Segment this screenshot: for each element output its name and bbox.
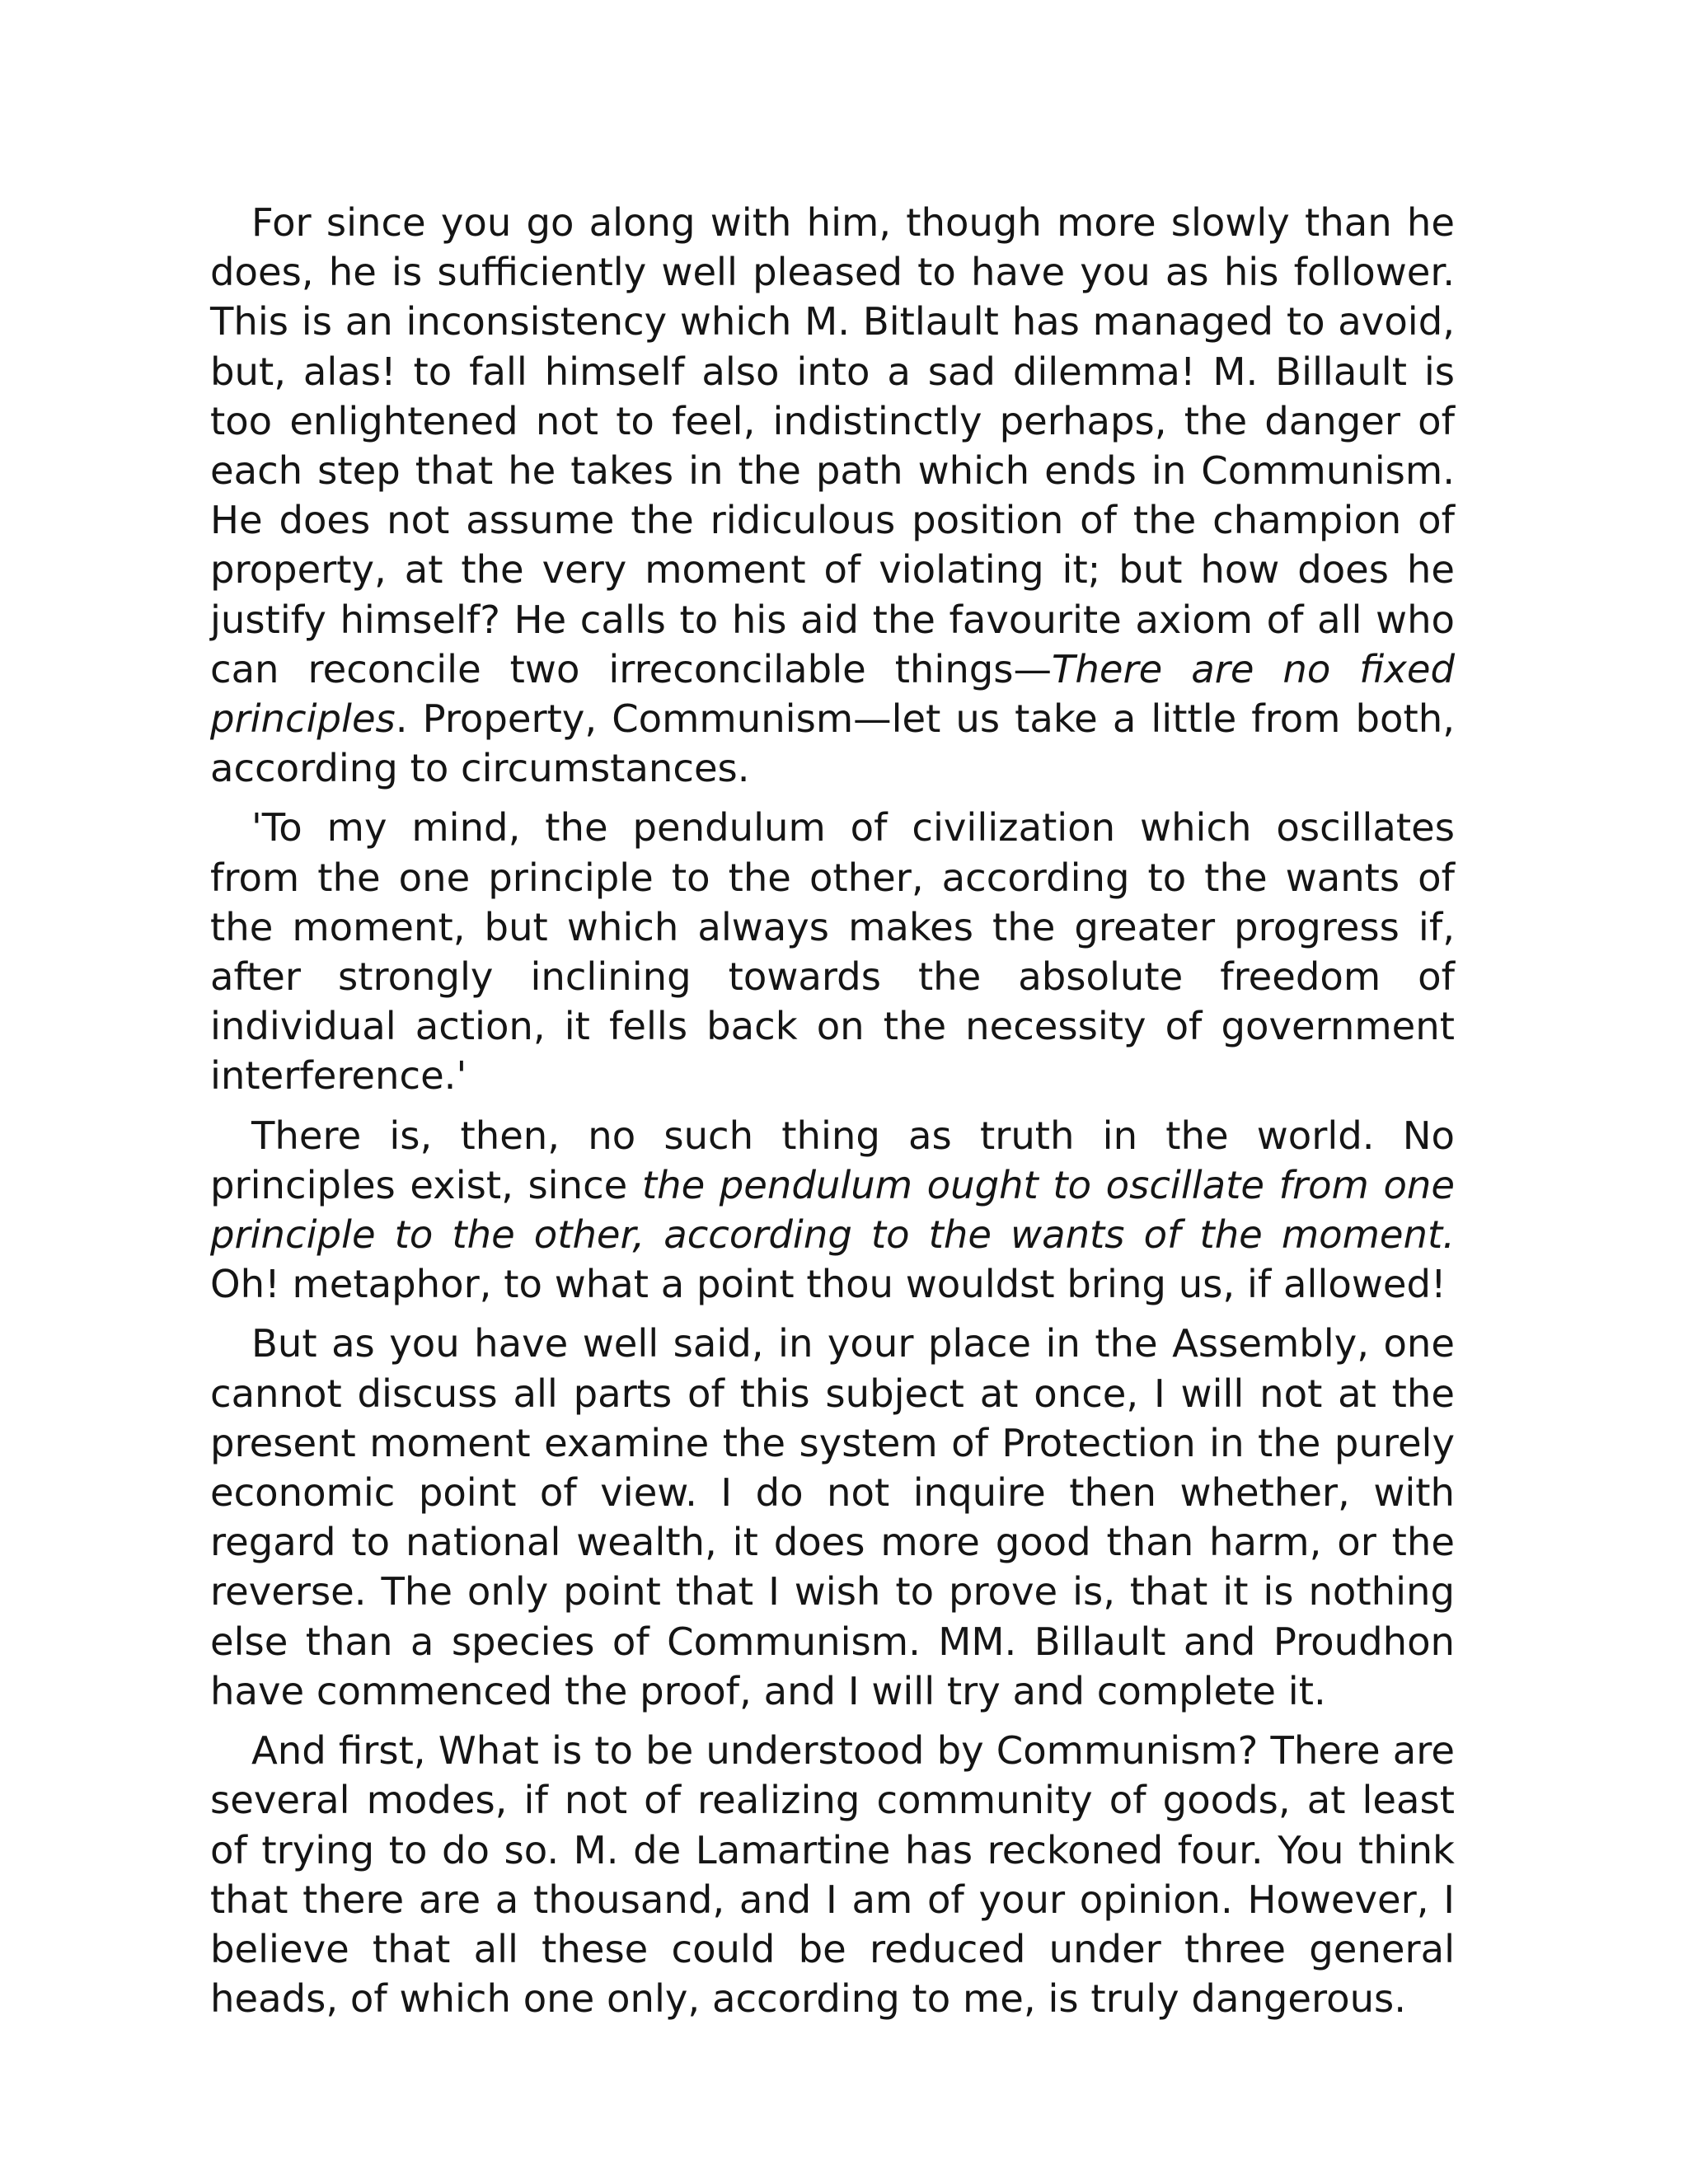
text-run: For since you go along with him, though more slowly than he does, he is sufficiently well pleased to have you as his follower. This is an inconsistency which M. Bitlault has managed to avoid, but, alas! to fall himself also into a sad dilemma! M. Billault is too enlightened not to feel, indistinctly perhaps, the danger of each step that he takes in the path which ends in Communism. He does not assume the ridiculous position of the champion of property, at the very moment of violating it; but how does he justify himself? He calls to his aid the favourite axiom of all who can reconcile two irreconcilable things— xyxy=(210,200,1455,691)
italic-text-run: the pendulum ought to oscillate from one principle to the other, according to the wants of the moment. xyxy=(210,1162,1455,1258)
paragraph xyxy=(210,1319,1455,1716)
paragraph xyxy=(210,803,1455,1100)
text-run: But as you have well said, in your place in the Assembly, one cannot discuss all parts of this subject at once, I will not at the present moment examine the system of Protection in the purely economic point of view. I do not inquire then whether, with regard to national wealth, it does more good than harm, or the reverse. The only point that I wish to prove is, that it is nothing else than a species of Communism. MM. Billault and Proudhon have commenced the proof, and I will try and complete it. xyxy=(210,1321,1455,1713)
paragraph xyxy=(210,198,1455,793)
text-run: And first, What is to be understood by Communism? There are several modes, if not of realizing community of goods, at least of trying to do so. M. de Lamartine has reckoned four. You think that there are a thousand, and I am of your opinion. However, I believe that all these could be reduced under three general heads, of which one only, according to me, is truly dangerous. xyxy=(210,1728,1455,2022)
text-run: 'To my mind, the pendulum of civilization which oscillates from the one principle to the other, according to the wants of the moment, but which always makes the greater progress if, after strongly inclining towards the absolute freedom of individual action, it fells back on the necessity of government interference.' xyxy=(210,805,1455,1099)
text-run: . Property, Communism—let us take a little from both, according to circumstances. xyxy=(210,696,1455,791)
text-run: Oh! metaphor, to what a point thou wouldst bring us, if allowed! xyxy=(210,1262,1447,1307)
paragraph xyxy=(210,1726,1455,2023)
text-run: There is, then, no such thing as truth in the world. No principles exist, since xyxy=(210,1113,1455,1207)
italic-text-run: There are no fixed principles xyxy=(210,646,1455,742)
paragraph xyxy=(210,1111,1455,1310)
book-page xyxy=(210,198,1455,2033)
